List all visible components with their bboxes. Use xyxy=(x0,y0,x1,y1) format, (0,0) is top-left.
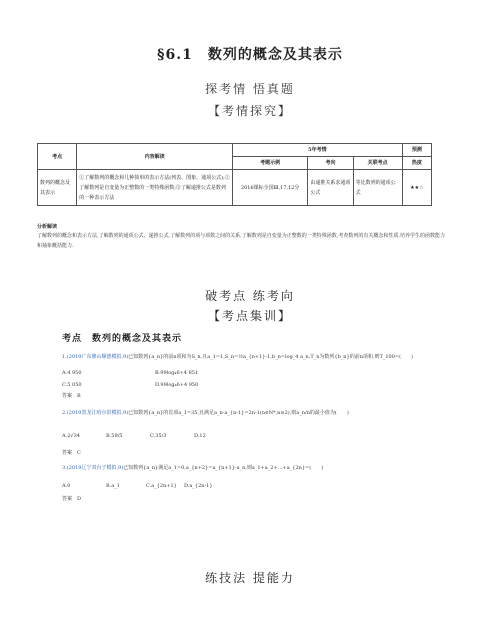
question-2 xyxy=(62,408,462,418)
th-direction: 考向 xyxy=(308,157,353,170)
q3-option-a: A.0 xyxy=(62,483,71,489)
q2-option-b: B.59/5 xyxy=(106,433,123,439)
q2-text: 已知数列{a_n}的首项a_1=35,且满足a_n-a_{n-1}=2n-1(n∈N*,n≥2),则a_n/n的最小值为( ) xyxy=(128,410,349,416)
q1-answer: 答案 B xyxy=(62,393,81,399)
th-example: 考题示例 xyxy=(232,157,307,170)
bracket-heading: 【考情探究】 xyxy=(207,104,292,118)
q3-option-b: B.a_1 xyxy=(106,483,120,489)
q2-source: 2.(2019黑龙江哈尔滨模拟,9) xyxy=(62,410,129,416)
q1-option-b: B.99log₄6+4 851 xyxy=(155,370,199,376)
th-related: 关联考点 xyxy=(353,157,402,170)
cell-direction: 由递推关系求通项公式 xyxy=(308,170,353,206)
kaodian-title: 考点 数列的概念及其表示 xyxy=(62,334,183,344)
q1-text: 已知数列{a_n}的前n项和为S_n,且a_1=1,S_n=½a_{n+1}-1,b_n=log_4 a_n,T_n为数列{b_n}的前n项和,则T_100=( ) xyxy=(128,354,413,360)
cell-heat: ★★☆ xyxy=(402,170,431,206)
cell-content: ①了解数列的概念和几种简单的表示方法(列表、图象、通项公式);②了解数列是自变量为正整数的一类特殊函数;③了解递推公式是数列的一种表示方法 xyxy=(77,170,233,206)
cell-example: 2016课标全国Ⅲ,17,12分 xyxy=(232,170,307,206)
q3-answer: 答案 D xyxy=(62,496,82,502)
th-content: 内容解读 xyxy=(77,144,233,170)
bottom-title: 练技法 提能力 xyxy=(205,571,295,585)
th-heat: 热度 xyxy=(402,157,431,170)
q2-option-d: D.12 xyxy=(194,433,206,439)
q1-source: 1.(2019广东佛山顺德模拟,9) xyxy=(62,354,129,360)
q3-text: 已知数列{a_n}满足a_1=0,a_{n+2}=a_{n+1}-a_n,则a_1+a_2+…+a_{2n}=( ) xyxy=(123,465,324,471)
q1-option-d: D.99log₄6+4 950 xyxy=(155,382,199,388)
analysis-title: 分析解读 xyxy=(37,224,58,230)
q3-option-c: C.a_{2n+1} xyxy=(146,483,177,489)
subtitle: 探考情 悟真题 xyxy=(205,82,295,96)
q3-source: 3.(2019辽宁双台子模拟,9) xyxy=(62,465,124,471)
q3-option-d: D.a_{2n-1} xyxy=(184,483,213,489)
q2-option-c: C.35/3 xyxy=(150,433,167,439)
cell-related: 等比数列的通项公式 xyxy=(353,170,402,206)
exam-info-table xyxy=(37,143,432,206)
q1-option-c: C.5 050 xyxy=(62,382,82,388)
question-1 xyxy=(62,352,462,362)
q2-answer: 答案 C xyxy=(62,450,81,456)
q2-option-a: A.2√34 xyxy=(62,433,80,439)
section-title: §6.1 数列的概念及其表示 xyxy=(157,47,343,63)
th-predict: 预测 xyxy=(402,144,431,157)
question-3 xyxy=(62,463,462,473)
th-kaodian: 考点 xyxy=(38,144,77,170)
q1-option-a: A.4 950 xyxy=(62,370,82,376)
mid-title: 破考点 练考向 xyxy=(205,289,295,303)
cell-kaodian: 数列的概念及其表示 xyxy=(38,170,77,206)
analysis-text: 了解数列的概念和表示方法,了解数列的通项公式、递推公式,了解数列的项与项数之间的关系,了解数列是自变量为正整数的一类特殊函数,考查数列的有关概念和性质,培养学生的函数能力和抽象概括能力. xyxy=(37,233,445,249)
th-five-year: 5年考情 xyxy=(232,144,402,157)
mid-bracket: 【考点集训】 xyxy=(207,309,292,323)
